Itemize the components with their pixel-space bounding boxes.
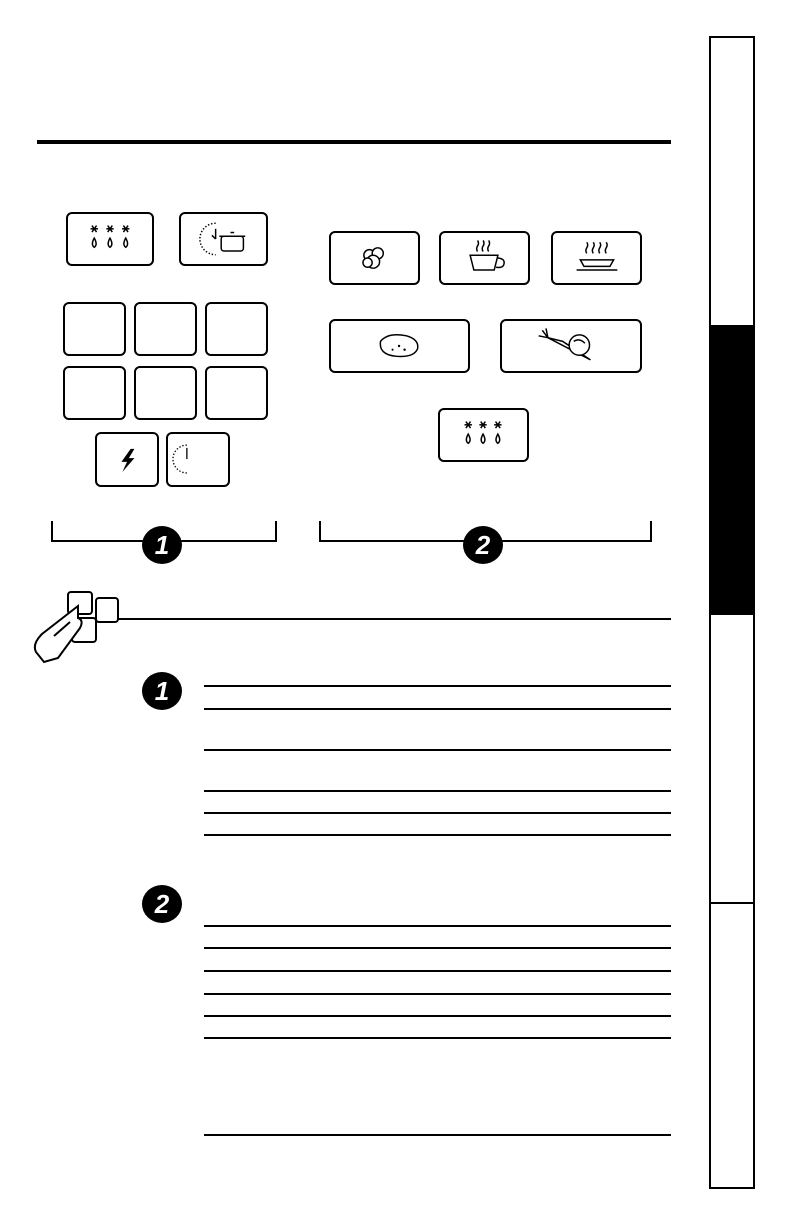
defrost-key[interactable] [66,212,154,266]
step-2-badge [462,524,504,566]
table-row [204,993,671,995]
table-row [204,790,671,792]
timer-key[interactable] [166,432,230,487]
reheat-key[interactable] [551,231,642,285]
table-row [204,834,671,836]
beverage-key[interactable] [439,231,530,285]
auto-defrost-key[interactable] [438,408,529,462]
table-row [204,749,671,751]
step-1-badge [141,524,183,566]
svg-text:2: 2 [154,889,170,919]
vegetable-key[interactable] [500,319,642,373]
clock-pot-icon [181,214,266,264]
table-row [204,1015,671,1017]
power-key[interactable] [95,432,159,487]
svg-text:1: 1 [154,530,170,560]
table-row [204,1134,671,1136]
svg-text:1: 1 [154,676,170,706]
side-tab-2[interactable] [709,325,755,615]
side-tab-4[interactable] [709,902,755,1189]
table-row [204,947,671,949]
header-rule [37,140,671,144]
number-key-2[interactable] [134,302,197,356]
time-cook-key[interactable] [179,212,268,266]
table-row [204,685,671,687]
number-key-5[interactable] [134,366,197,420]
table-row [204,708,671,710]
potato-key[interactable] [329,319,470,373]
hand-pressing-key-icon [24,588,124,668]
press-indicator-line [117,618,671,620]
steaming-cup-icon [441,233,528,283]
section-1-badge [141,670,183,712]
popcorn-key[interactable] [329,231,420,285]
table-row [204,1037,671,1039]
potato-icon [331,321,468,371]
vegetables-icon [502,321,640,371]
number-key-6[interactable] [205,366,268,420]
section-2-badge [141,883,183,925]
steaming-dish-icon [553,233,640,283]
frost-drops-icon [68,214,152,264]
frost-drops-icon [440,410,527,460]
number-key-3[interactable] [205,302,268,356]
table-row [204,970,671,972]
dial-icon [168,434,228,485]
number-key-4[interactable] [63,366,126,420]
side-tab-1[interactable] [709,36,755,327]
svg-text:2: 2 [475,530,491,560]
table-row [204,812,671,814]
popcorn-icon [331,233,418,283]
lightning-icon [97,434,157,485]
number-key-1[interactable] [63,302,126,356]
side-tab-3[interactable] [709,613,755,904]
table-row [204,925,671,927]
